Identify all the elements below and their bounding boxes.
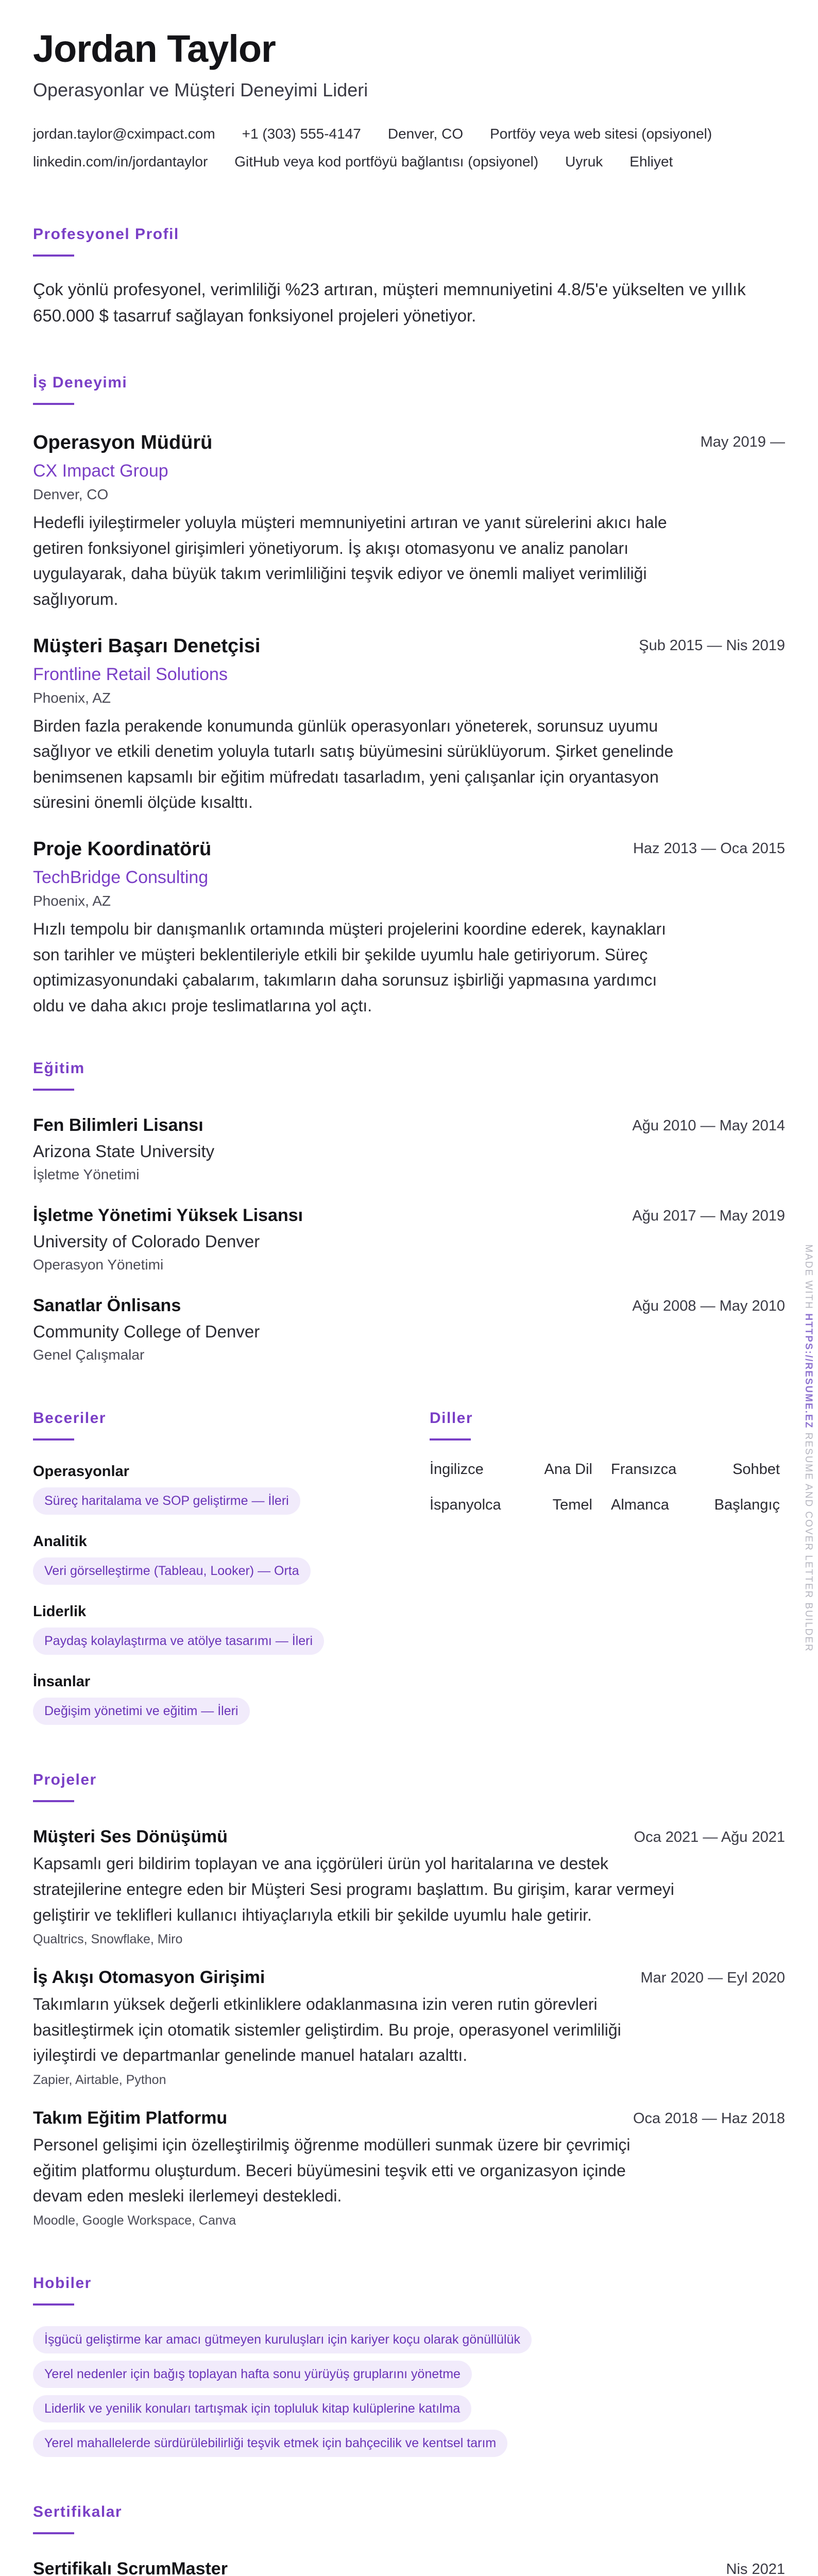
- section-title-profile: Profesyonel Profil: [33, 226, 179, 243]
- language-level: Başlangıç: [714, 1497, 780, 1514]
- profile-section: [33, 226, 785, 329]
- school-name: Community College of Denver: [33, 1322, 260, 1342]
- company-name: TechBridge Consulting: [33, 868, 209, 888]
- language-level: Temel: [552, 1497, 592, 1514]
- skill-pill: Paydaş kolaylaştırma ve atölye tasarımı — İleri: [33, 1628, 324, 1655]
- section-rule: [33, 1800, 74, 1802]
- project-entry: [33, 1827, 785, 1947]
- project-description: Personel gelişimi için özelleştirilmiş öğrenme modülleri sunmak üzere bir çevrimiçi eğitim platformu oluşturdum. Beceri büyümesini teşvik etti ve organizasyon içinde devam eden mesleki ilerlemeyi destekledi.: [33, 2135, 630, 2206]
- hobby-pill: İşgücü geliştirme kar amacı gütmeyen kuruluşları için kariyer koçu olarak gönüllülük: [33, 2326, 532, 2353]
- job-title: Operasyon Müdürü: [33, 432, 213, 454]
- job-title: Proje Koordinatörü: [33, 838, 212, 860]
- language-item: [430, 1461, 605, 1478]
- contact-linkedin[interactable]: linkedin.com/in/jordantaylor: [33, 154, 208, 170]
- skill-pill: Süreç haritalama ve SOP geliştirme — İleri: [33, 1487, 300, 1515]
- skill-group: [33, 1463, 430, 1515]
- section-rule: [33, 255, 74, 257]
- contact-github[interactable]: GitHub veya kod portföyü bağlantısı (opsiyonel): [234, 154, 539, 170]
- skill-category: Liderlik: [33, 1603, 87, 1620]
- project-description: Kapsamlı geri bildirim toplayan ve ana içgörüleri ürün yol haritalarına ve destek stratejilerine entegre eden bir Müşteri Sesi programı başlattım. Bu girişim, karar vermeyi geliştirir ve teklifleri kullanıcı ihtiyaçlarıyla etkili bir şekilde uyumlu hale getirir.: [33, 1854, 674, 1924]
- language-item: [605, 1461, 780, 1478]
- language-name: İngilizce: [430, 1461, 484, 1478]
- contact-info: [33, 126, 785, 170]
- profile-summary: Çok yönlü profesyonel, verimliliği %23 artıran, müşteri memnuniyetini 4.8/5'e yükselten ve yıllık 650.000 $ tasarruf sağlayan fonksiyonel projeleri yönetiyor.: [33, 280, 746, 326]
- contact-location: Denver, CO: [387, 126, 464, 142]
- hobby-pill: Yerel mahallelerde sürdürülebilirliği teşvik etmek için bahçecilik ve kentsel tarım: [33, 2430, 507, 2457]
- skill-category: İnsanlar: [33, 1673, 91, 1690]
- education-entry: [33, 1115, 785, 1183]
- certificate-date: Nis 2021: [726, 2561, 785, 2576]
- project-date: Oca 2018 — Haz 2018: [633, 2110, 785, 2127]
- section-rule: [33, 2532, 74, 2534]
- skill-group: [33, 1603, 430, 1655]
- section-rule: [33, 2303, 74, 2306]
- section-title-hobbies: Hobiler: [33, 2274, 92, 2292]
- language-name: Almanca: [611, 1497, 669, 1514]
- education-date: Ağu 2008 — May 2010: [632, 1298, 785, 1315]
- watermark-suffix: RESUME AND COVER LETTER BUILDER: [803, 1432, 814, 1652]
- certificate-name: Sertifikalı ScrumMaster: [33, 2558, 228, 2576]
- job-location: Phoenix, AZ: [33, 689, 111, 706]
- project-date: Mar 2020 — Eyl 2020: [640, 1970, 785, 1987]
- language-item: [430, 1497, 605, 1514]
- education-entry: [33, 1296, 785, 1363]
- section-rule: [33, 403, 74, 405]
- field-of-study: İşletme Yönetimi: [33, 1166, 140, 1183]
- company-name: Frontline Retail Solutions: [33, 664, 228, 684]
- school-name: University of Colorado Denver: [33, 1232, 260, 1251]
- experience-entry: [33, 838, 785, 1019]
- watermark-link[interactable]: HTTPS://RESUME.EZ: [803, 1313, 814, 1429]
- skill-category: Operasyonlar: [33, 1463, 129, 1480]
- job-date: Şub 2015 — Nis 2019: [639, 637, 785, 654]
- skill-pill: Veri görselleştirme (Tableau, Looker) — Orta: [33, 1557, 311, 1585]
- candidate-headline: Operasyonlar ve Müşteri Deneyimi Lideri: [33, 79, 368, 100]
- language-level: Sohbet: [732, 1461, 780, 1478]
- company-name: CX Impact Group: [33, 461, 168, 481]
- certificates-section: [33, 2503, 785, 2576]
- skill-group: [33, 1533, 430, 1585]
- hobbies-section: [33, 2275, 785, 2457]
- skills-languages-row: [33, 1410, 785, 1725]
- job-date: Haz 2013 — Oca 2015: [633, 840, 785, 857]
- builder-watermark: [800, 1219, 816, 1677]
- job-date: May 2019 —: [700, 434, 785, 451]
- skill-category: Analitik: [33, 1533, 87, 1550]
- contact-license: Ehliyet: [629, 154, 673, 170]
- section-rule: [33, 1438, 74, 1440]
- project-title: İş Akışı Otomasyon Girişimi: [33, 1968, 265, 1988]
- section-title-skills: Beceriler: [33, 1410, 106, 1427]
- project-entry: [33, 2108, 785, 2228]
- hobbies-list: [33, 2326, 785, 2457]
- languages-grid: [430, 1461, 785, 1514]
- job-description: Hızlı tempolu bir danışmanlık ortamında müşteri projelerini koordine ederek, kaynakları son tarihler ve müşteri beklentileriyle etkili bir şekilde uyumlu hale getiriyorum. Süreç optimizasyonundaki çabalarım, takımların daha sorunsuz işbirliği yapmasına yardımcı oldu ve daha akıcı proje teslimatlarına yol açtı.: [33, 920, 666, 1015]
- project-title: Takım Eğitim Platformu: [33, 2108, 228, 2128]
- project-tools: Qualtrics, Snowflake, Miro: [33, 1932, 183, 1947]
- project-tools: Zapier, Airtable, Python: [33, 2072, 166, 2087]
- experience-entry: [33, 635, 785, 816]
- project-title: Müşteri Ses Dönüşümü: [33, 1827, 228, 1847]
- education-section: [33, 1060, 785, 1363]
- section-title-languages: Diller: [430, 1410, 473, 1427]
- language-name: Fransızca: [611, 1461, 677, 1478]
- language-name: İspanyolca: [430, 1497, 501, 1514]
- education-date: Ağu 2010 — May 2014: [632, 1117, 785, 1134]
- language-level: Ana Dil: [544, 1461, 592, 1478]
- field-of-study: Genel Çalışmalar: [33, 1347, 145, 1363]
- skill-pill: Değişim yönetimi ve eğitim — İleri: [33, 1698, 250, 1725]
- experience-section: [33, 374, 785, 1019]
- project-tools: Moodle, Google Workspace, Canva: [33, 2213, 236, 2228]
- language-item: [605, 1497, 780, 1514]
- section-rule: [430, 1438, 471, 1440]
- projects-section: [33, 1771, 785, 2228]
- field-of-study: Operasyon Yönetimi: [33, 1257, 164, 1273]
- experience-entry: [33, 432, 785, 612]
- candidate-name: Jordan Taylor: [33, 27, 276, 70]
- hobby-pill: Yerel nedenler için bağış toplayan hafta sonu yürüyüş gruplarını yönetme: [33, 2361, 472, 2388]
- job-location: Denver, CO: [33, 486, 109, 503]
- skill-group: [33, 1673, 430, 1725]
- contact-portfolio[interactable]: Portföy veya web sitesi (opsiyonel): [490, 126, 712, 142]
- education-date: Ağu 2017 — May 2019: [632, 1208, 785, 1225]
- job-location: Phoenix, AZ: [33, 893, 111, 909]
- certificate-entry: [33, 2559, 785, 2576]
- languages-section: [430, 1410, 785, 1725]
- job-title: Müşteri Başarı Denetçisi: [33, 635, 261, 657]
- school-name: Arizona State University: [33, 1142, 215, 1161]
- hobby-pill: Liderlik ve yenilik konuları tartışmak için topluluk kitap kulüplerine katılma: [33, 2395, 471, 2422]
- education-entry: [33, 1206, 785, 1273]
- watermark-prefix: MADE WITH: [803, 1244, 814, 1310]
- job-description: Birden fazla perakende konumunda günlük operasyonları yöneterek, sorunsuz uyumu sağlıyor ve etkili denetim yoluyla tutarlı satış büyümesini sürüklüyorum. Şirket genelinde benimsenen kapsamlı bir eğitim müfredatı tasarladım, yeni çalışanlar için oryantasyon süresini önemli ölçüde kısalttı.: [33, 716, 674, 812]
- contact-email[interactable]: jordan.taylor@cximpact.com: [33, 126, 215, 142]
- section-title-projects: Projeler: [33, 1771, 97, 1789]
- degree-title: Fen Bilimleri Lisansı: [33, 1115, 203, 1136]
- project-entry: [33, 1968, 785, 2088]
- job-description: Hedefli iyileştirmeler yoluyla müşteri memnuniyetini artıran ve yanıt sürelerini akıcı hale getiren fonksiyonel girişimleri yönetiyorum. İş akışı otomasyonu ve analiz panoları uygulayarak, daha büyük takım verimliliğini teşvik ediyor ve önemli maliyet verimliliği sağlıyorum.: [33, 513, 667, 609]
- section-title-certificates: Sertifikalar: [33, 2503, 123, 2520]
- section-title-experience: İş Deneyimi: [33, 374, 128, 392]
- section-title-education: Eğitim: [33, 1060, 85, 1077]
- contact-phone[interactable]: +1 (303) 555-4147: [242, 126, 361, 142]
- section-rule: [33, 1089, 74, 1091]
- degree-title: Sanatlar Önlisans: [33, 1296, 181, 1316]
- contact-nationality: Uyruk: [565, 154, 603, 170]
- degree-title: İşletme Yönetimi Yüksek Lisansı: [33, 1206, 303, 1226]
- project-description: Takımların yüksek değerli etkinliklere odaklanmasına izin veren rutin görevleri basitleştirmek için otomatik sistemler geliştirdim. Bu proje, operasyonel verimliliği iyileştirdi ve departmanlar genelinde manuel hataları azalttı.: [33, 1995, 621, 2065]
- project-date: Oca 2021 — Ağu 2021: [634, 1829, 785, 1846]
- skills-section: [33, 1410, 430, 1725]
